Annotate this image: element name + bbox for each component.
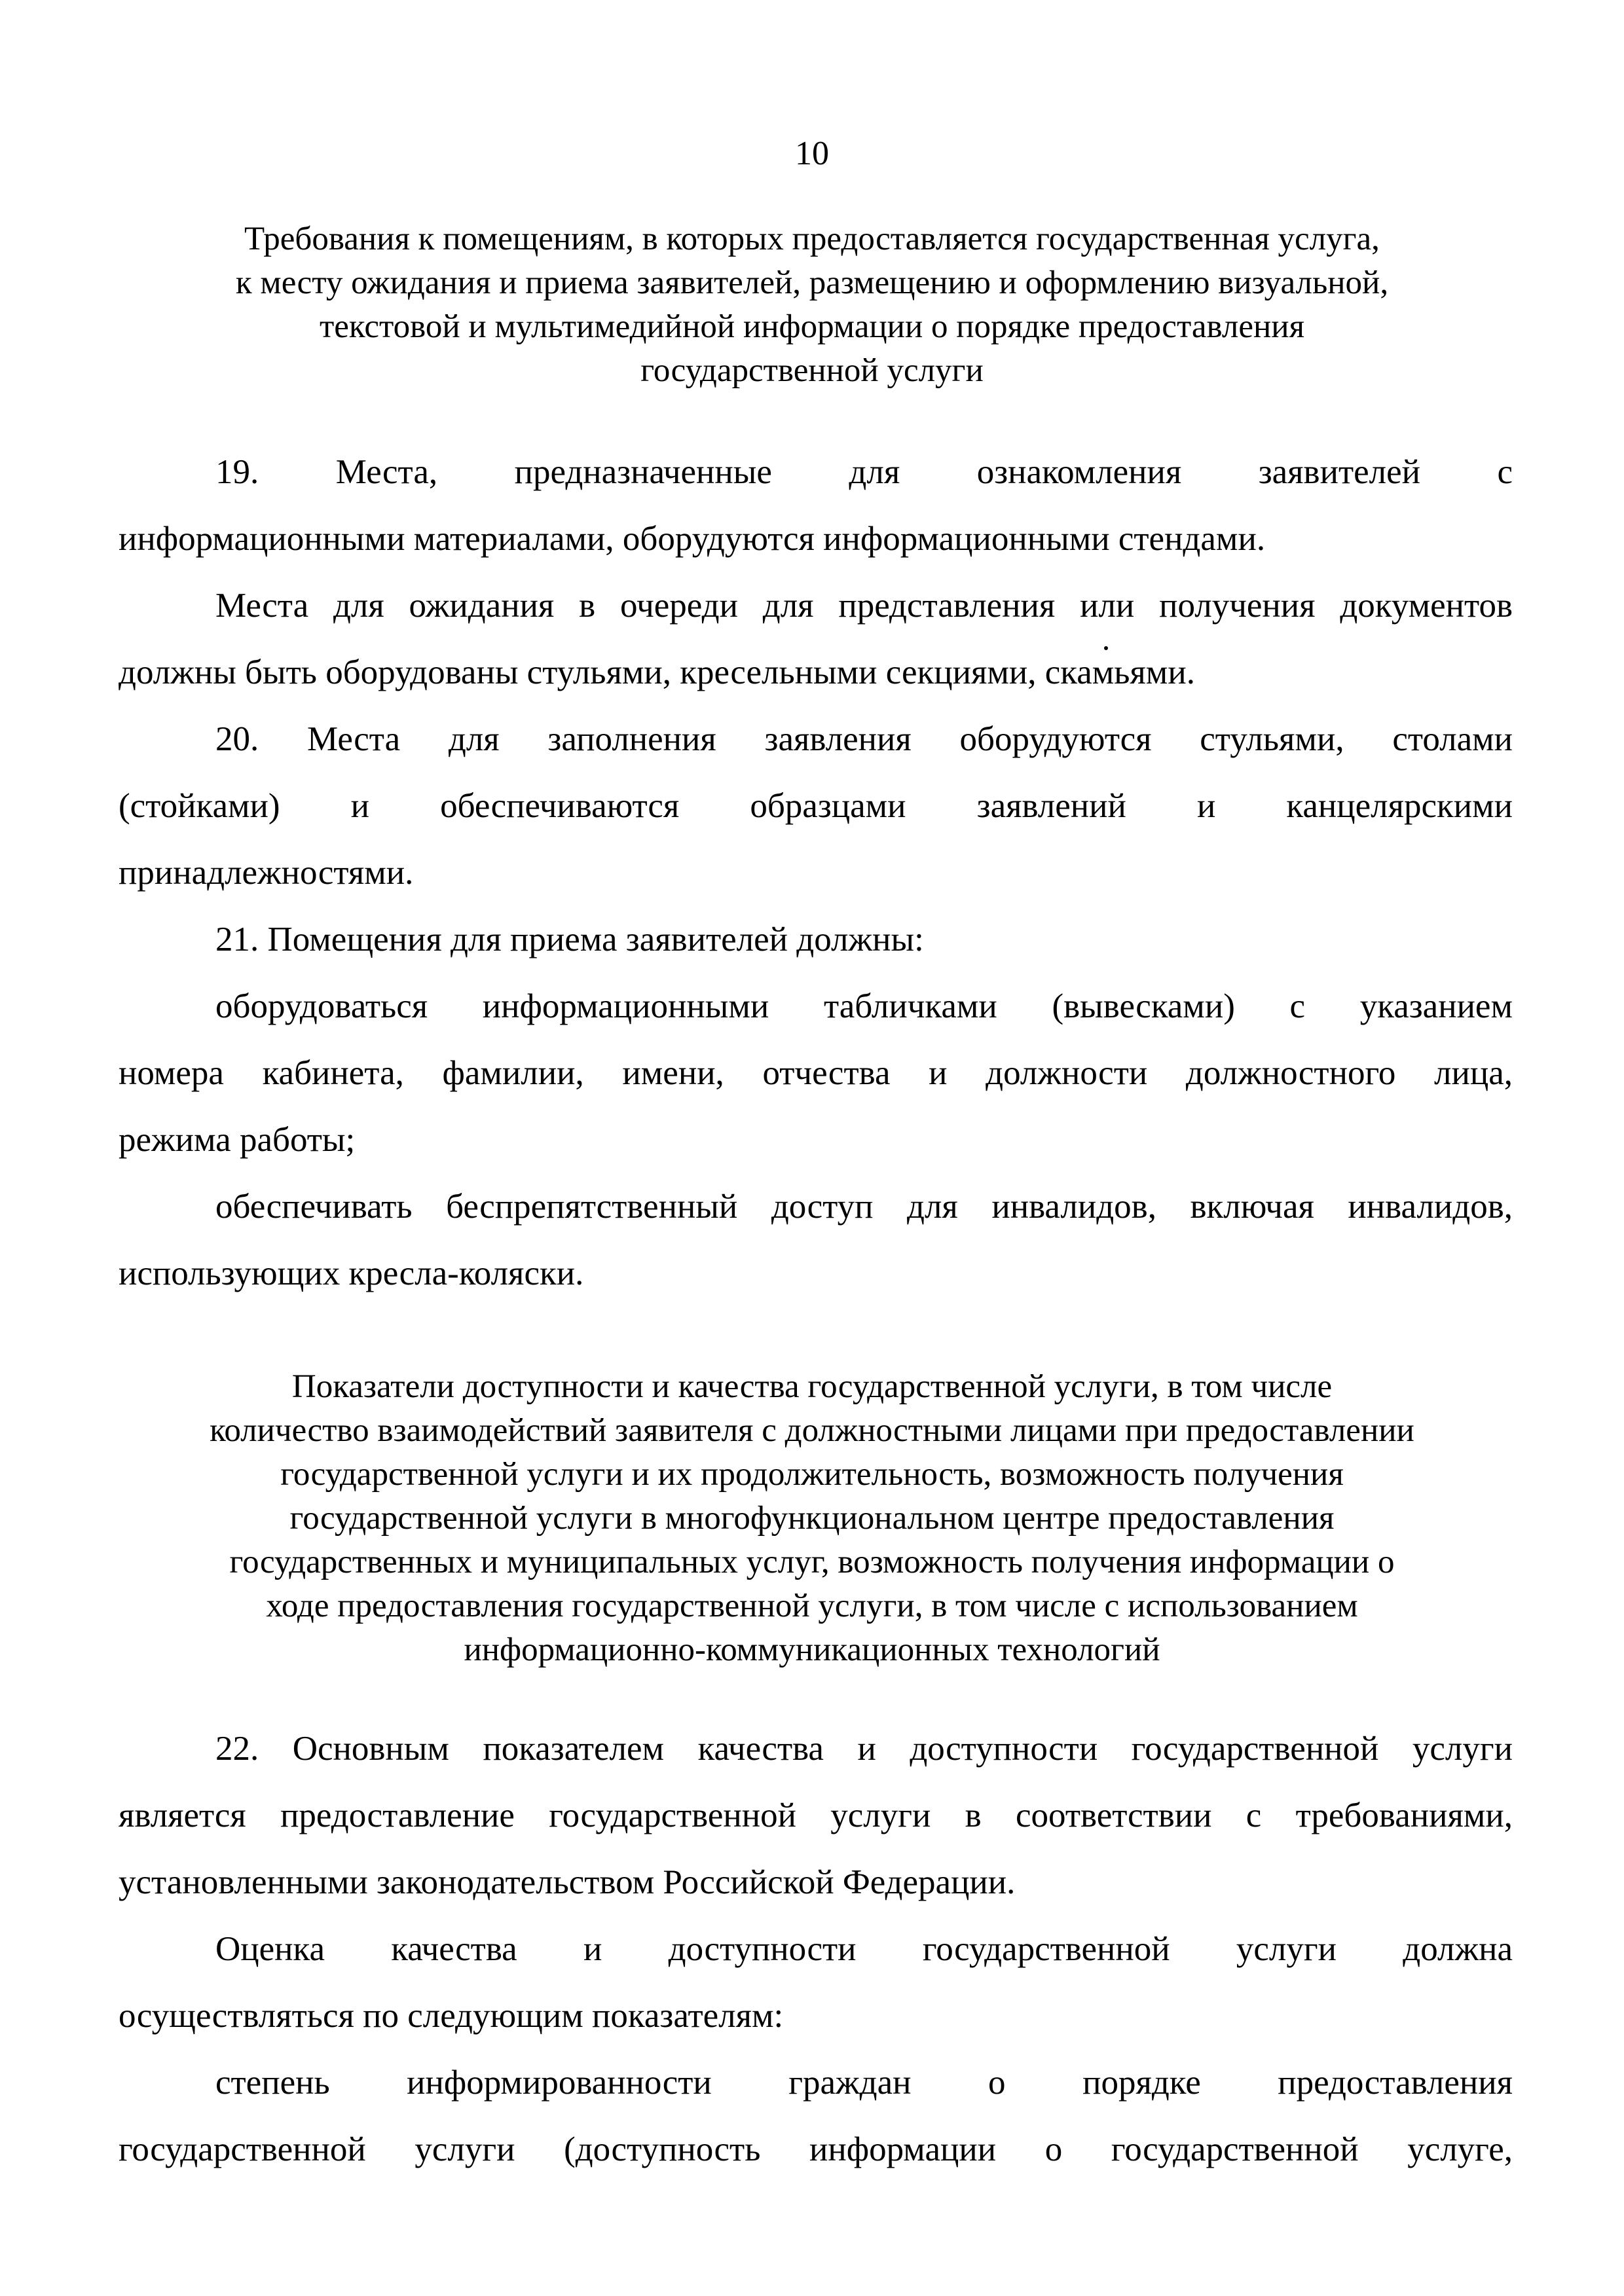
heading-line: информационно-коммуникационных технологий xyxy=(464,1631,1160,1668)
list-item-line: степень информированности граждан о порядке предоставления xyxy=(215,2064,1513,2102)
list-item-line: номера кабинета, фамилии, имени, отчества и должности должностного лица, xyxy=(119,1054,1513,1092)
heading-line: государственной услуги в многофункциональном центре предоставления xyxy=(289,1500,1335,1537)
heading-line: ходе предоставления государственной услуги, в том числе с использованием xyxy=(266,1588,1358,1624)
paragraph-20-line: (стойками) и обеспечиваются образцами заявлений и канцелярскими xyxy=(119,787,1513,825)
paragraph-line: Оценка качества и доступности государственной услуги должна xyxy=(215,1930,1513,1968)
paragraph-19-line: 19. Места, предназначенные для ознакомления заявителей с xyxy=(215,453,1513,491)
paragraph-22-line: 22. Основным показателем качества и доступности государственной услуги xyxy=(215,1730,1513,1768)
section-heading-quality-indicators xyxy=(118,1365,1506,1672)
heading-line: текстовой и мультимедийной информации о порядке предоставления xyxy=(319,308,1305,345)
paragraph-line: должны быть оборудованы стульями, кресельными секциями, скамьями. xyxy=(119,653,1195,691)
scan-speck xyxy=(1104,646,1108,650)
paragraph-22-line: является предоставление государственной услуги в соответствии с требованиями, xyxy=(119,1796,1513,1834)
paragraph-22-line: установленными законодательством Российской Федерации. xyxy=(119,1863,1016,1901)
heading-line: Показатели доступности и качества государственной услуги, в том числе xyxy=(291,1368,1333,1405)
list-item-line: оборудоваться информационными табличками (вывесками) с указанием xyxy=(215,987,1513,1025)
paragraph-line: Места для ожидания в очереди для представления или получения документов xyxy=(215,587,1513,625)
list-item-line: обеспечивать беспрепятственный доступ для инвалидов, включая инвалидов, xyxy=(215,1188,1513,1226)
paragraph-21-line: 21. Помещения для приема заявителей должны: xyxy=(215,920,924,958)
list-item-line: использующих кресла-коляски. xyxy=(119,1254,584,1292)
list-item-line: режима работы; xyxy=(119,1121,356,1159)
heading-line: государственной услуги и их продолжительность, возможность получения xyxy=(280,1456,1344,1493)
paragraph-20-line: принадлежностями. xyxy=(119,854,414,892)
list-item-line: государственной услуги (доступность информации о государственной услуге, xyxy=(119,2130,1513,2168)
section-body-quality xyxy=(119,1715,1513,2183)
page-number: 10 xyxy=(795,135,829,172)
paragraph-19-line: информационными материалами, оборудуются информационными стендами. xyxy=(119,520,1266,558)
heading-line: к месту ожидания и приема заявителей, размещению и оформлению визуальной, xyxy=(235,264,1389,301)
heading-line: количество взаимодействий заявителя с должностными лицами при предоставлении xyxy=(210,1412,1414,1449)
heading-line: государственных и муниципальных услуг, возможность получения информации о xyxy=(229,1544,1395,1580)
section-body-premises xyxy=(119,439,1513,1307)
heading-line: государственной услуги xyxy=(640,352,984,389)
paragraph-line: осуществляться по следующим показателям: xyxy=(119,1997,784,2035)
paragraph-20-line: 20. Места для заполнения заявления оборудуются стульями, столами xyxy=(215,720,1513,758)
heading-line: Требования к помещениям, в которых предоставляется государственная услуга, xyxy=(244,221,1380,257)
section-heading-premises-requirements xyxy=(118,217,1506,393)
